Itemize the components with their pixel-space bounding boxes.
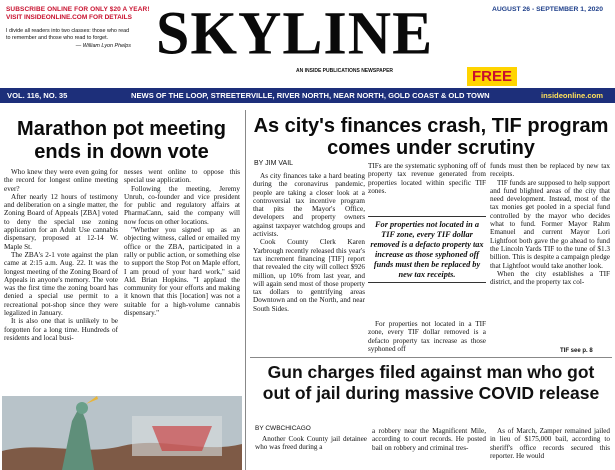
paragraph: Another Cook County jail detainee who was freed during a bbox=[255, 435, 367, 452]
paragraph: "Whether you signed up as an objecting witness, called or emailed my office or the ZBA, participated in a rally or public action, or something else to support the Stop Pot on Maple effort, I am proud of your hard work," said Ald. Brian Hopkins. "I applaud the community for your efforts and making it known that this [location] was not a suitable for a high-volume cannabis dispensary." bbox=[124, 226, 240, 318]
paragraph: Following the meeting, Jeremy Unruh, co-founder and vice president for public and regulatory affairs at PharmaCann, said the company will now focus on other locations. bbox=[124, 184, 240, 226]
free-badge: FREE bbox=[467, 67, 517, 86]
marathon-column-2 bbox=[124, 168, 240, 393]
issue-date: AUGUST 26 - SEPTEMBER 1, 2020 bbox=[491, 6, 603, 13]
masthead-quote bbox=[6, 28, 131, 50]
paragraph: For properties not located in a TIF zone, every TIF dollar removed is a defacto property tax increase as those syphoned off bbox=[368, 320, 486, 353]
marathon-pot-headline[interactable]: Marathon pot meeting ends in down vote bbox=[17, 118, 226, 163]
paragraph: As of March, Zamper remained jailed in lieu of $175,000 bail, according to sheriff's office records secured this reporter. He would bbox=[490, 427, 610, 460]
subscribe-promo[interactable]: SUBSCRIBE ONLINE FOR ONLY $20 A YEAR! bbox=[6, 6, 150, 13]
coverage-area: NEWS OF THE LOOP, STREETERVILLE, RIVER NORTH, NEAR NORTH, GOLD COAST & OLD TOWN bbox=[131, 91, 490, 100]
paragraph: TIF funds are supposed to help support and fund blighted areas of the city that need development. Instead, most of the tax monies get pooled in a special fund controlled by the mayor who decides what to fund. Former Mayor Rahm Emanuel and current Mayor Lori Lightfoot both gave the go ahead to fund the Lincoln Yards TIF to the tune of $1.3 billion. This is despite a campaign pledge that Lightfoot would take another look. bbox=[490, 178, 610, 270]
tif-column-2-top bbox=[368, 162, 486, 214]
marathon-column-1 bbox=[4, 168, 118, 393]
tif-pullquote: For properties not located in a TIF zone, every TIF dollar removed is a defacto property tax increase as those syphoned off funds must then be replaced by new tax receipts. bbox=[368, 216, 486, 283]
paragraph: The ZBA's 2-1 vote against the plan came at 2:15 a.m. Aug. 22. It was the longest meeting of the Zoning Board of Appeals in anyone's memory. The vote was the first time the zoning board has denied a special use permit to a recreational pot-shop since they were legalized in January. bbox=[4, 250, 118, 318]
logo-subtitle: AN INSIDE PUBLICATIONS NEWSPAPER bbox=[296, 68, 394, 74]
tif-column-1 bbox=[253, 172, 365, 354]
visit-promo[interactable]: VISIT INSIDEONLINE.COM FOR DETAILS bbox=[6, 14, 132, 21]
gun-charges-headline[interactable]: Gun charges filed against man who got out of jail during massive COVID release bbox=[262, 362, 600, 403]
gun-column-3 bbox=[490, 427, 610, 470]
photo-illustration bbox=[2, 396, 242, 470]
site-link[interactable]: insideonline.com bbox=[540, 91, 603, 100]
tif-column-2-bottom bbox=[368, 320, 486, 354]
tif-column-3 bbox=[490, 162, 610, 347]
volume-bar bbox=[0, 88, 615, 103]
masthead bbox=[0, 0, 615, 88]
column-divider bbox=[245, 110, 246, 470]
paragraph: When the city establishes a TIF district, and the property tax col- bbox=[490, 269, 610, 287]
paragraph: It is also one that is unlikely to be forgotten for a long time. Hundreds of residents and local busi- bbox=[4, 317, 118, 342]
quote-author: — William Lyon Phelps bbox=[75, 43, 131, 49]
paragraph: funds must then be replaced by new tax receipts. bbox=[490, 162, 610, 179]
tif-headline[interactable]: As city's finances crash, TIF program comes under scrutiny bbox=[253, 115, 609, 159]
tif-continued-link[interactable]: TIF see p. 8 bbox=[560, 348, 593, 354]
paragraph: Cook County Clerk Karen Yarbrough recently released this year's tax increment financing [TIF] report that revealed the city will collect $926 million, up 10% from last year, and will again send most of those property tax dollars to gentrifying areas Downtown and on the North, and near South Sides. bbox=[253, 238, 365, 313]
gun-column-2 bbox=[372, 427, 486, 470]
volume-number: VOL. 116, NO. 35 bbox=[7, 91, 68, 100]
gun-column-1 bbox=[255, 435, 367, 470]
paragraph: nesses went online to oppose this special use application. bbox=[124, 168, 240, 185]
paragraph: As city finances take a hard beating during the coronavirus pandemic, people are taking a closer look at a controversial tax incentive program that pits the Mayor's Office, developers and property owners against taxpayer watchdog groups and activists. bbox=[253, 172, 365, 239]
paragraph: a robbery near the Magnificent Mile, according to court records. He posted bail on robbery and criminal tres- bbox=[372, 427, 486, 452]
statue-of-liberty-photo bbox=[2, 396, 242, 470]
tif-byline: BY JIM VAIL bbox=[254, 160, 294, 167]
paragraph: TIFs are the systematic syphoning off of property tax revenue generated from properties located within specific TIF zones. bbox=[368, 162, 486, 195]
paragraph: Who knew they were even going for the record for longest online meeting ever? bbox=[4, 168, 118, 193]
gun-byline: BY CWBCHICAGO bbox=[255, 425, 311, 432]
quote-text: I divide all readers into two classes: those who read to remember and those who read to forget. bbox=[6, 28, 130, 41]
skyline-logo: SKYLINE bbox=[156, 0, 434, 67]
paragraph: After nearly 12 hours of testimony and deliberation on a single matter, the Zoning Board of Appeals [ZBA] voted to deny the special use zoning application for an Adult Use cannabis dispensary, proposed at 12-14 W. Maple St. bbox=[4, 192, 118, 251]
story-divider bbox=[250, 357, 612, 358]
